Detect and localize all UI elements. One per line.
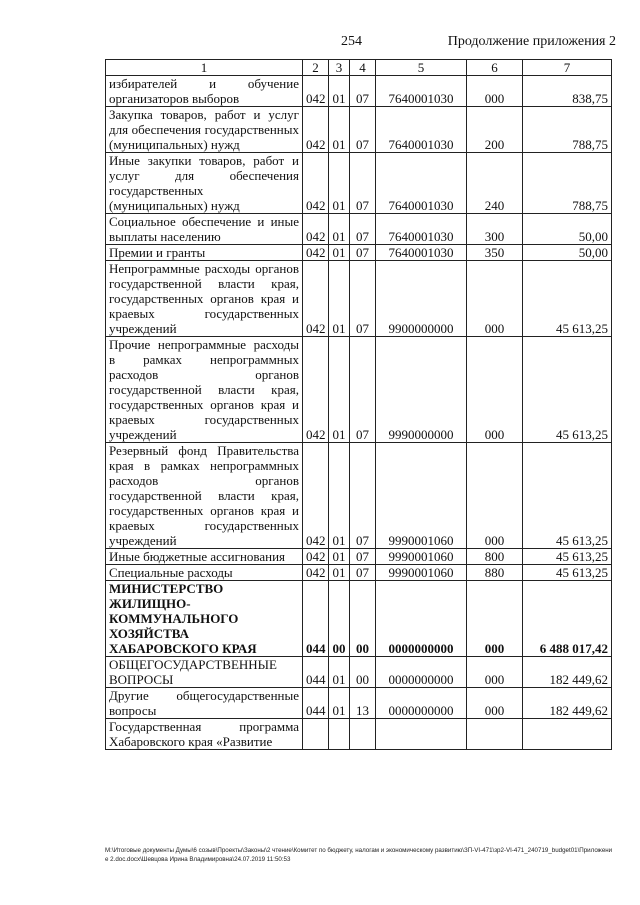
expense-type-cell: 000 [467, 337, 523, 443]
expense-type-cell: 000 [467, 688, 523, 719]
subsection-cell: 13 [350, 688, 376, 719]
expense-type-cell [467, 719, 523, 750]
target-article-cell: 9990001060 [376, 443, 467, 549]
subsection-cell: 07 [350, 245, 376, 261]
table-row [106, 565, 612, 581]
row-name-cell: ОБЩЕГОСУДАРСТВЕННЫЕ ВОПРОСЫ [106, 657, 303, 688]
row-name-cell: Государственная программа Хабаровского края «Развитие [106, 719, 303, 750]
admin-code-cell: 042 [303, 565, 329, 581]
admin-code-cell: 044 [303, 581, 329, 657]
subsection-cell: 07 [350, 107, 376, 153]
amount-cell: 45 613,25 [523, 337, 612, 443]
subsection-cell: 07 [350, 261, 376, 337]
admin-code-cell: 042 [303, 245, 329, 261]
column-header: 2 [303, 60, 329, 76]
row-name-cell: Резервный фонд Правительства края в рамках непрограммных расходов органов государственной власти края, государственных органов края и краевых государственных учреждений [106, 443, 303, 549]
row-name-cell: Иные закупки товаров, работ и услуг для обеспечения государственных (муниципальных) нужд [106, 153, 303, 214]
admin-code-cell: 042 [303, 261, 329, 337]
subsection-cell: 07 [350, 337, 376, 443]
subsection-cell: 07 [350, 153, 376, 214]
column-header: 4 [350, 60, 376, 76]
target-article-cell [376, 719, 467, 750]
admin-code-cell: 042 [303, 214, 329, 245]
row-name-cell: Специальные расходы [106, 565, 303, 581]
section-cell: 01 [329, 153, 350, 214]
amount-cell: 182 449,62 [523, 657, 612, 688]
amount-cell: 45 613,25 [523, 443, 612, 549]
expense-type-cell: 000 [467, 443, 523, 549]
row-name-cell: Прочие непрограммные расходы в рамках непрограммных расходов органов государственной власти края, государственных органов края и краевых государственных учреждений [106, 337, 303, 443]
column-header: 5 [376, 60, 467, 76]
budget-table [105, 59, 612, 750]
column-header: 1 [106, 60, 303, 76]
admin-code-cell: 042 [303, 153, 329, 214]
row-name-cell: Закупка товаров, работ и услуг для обеспечения государственных (муниципальных) нужд [106, 107, 303, 153]
section-cell: 01 [329, 76, 350, 107]
admin-code-cell: 042 [303, 549, 329, 565]
section-cell: 01 [329, 245, 350, 261]
amount-cell: 50,00 [523, 245, 612, 261]
expense-type-cell: 000 [467, 76, 523, 107]
amount-cell: 788,75 [523, 107, 612, 153]
row-name-cell: Другие общегосударственные вопросы [106, 688, 303, 719]
target-article-cell: 0000000000 [376, 581, 467, 657]
admin-code-cell: 042 [303, 337, 329, 443]
document-path-footer: M:\Итоговые документы Думы\6 созыв\Проекты\Законы\2 чтение\Комитет по бюджету, налогам и экономическому развитию\ЗП-VI-471\зр2-VI-471_240719_budget01\Приложение 2.doc.docx\Шевцова Ирина Владимировна\24.07.2019 11:50:53 [105, 847, 613, 863]
header-row [106, 60, 612, 76]
subsection-cell: 07 [350, 214, 376, 245]
table-row [106, 337, 612, 443]
target-article-cell: 9990001060 [376, 565, 467, 581]
amount-cell: 45 613,25 [523, 565, 612, 581]
row-name-cell: Иные бюджетные ассигнования [106, 549, 303, 565]
admin-code-cell: 042 [303, 107, 329, 153]
section-cell [329, 719, 350, 750]
table-row [106, 657, 612, 688]
section-cell: 01 [329, 214, 350, 245]
target-article-cell: 9900000000 [376, 261, 467, 337]
section-cell: 01 [329, 549, 350, 565]
admin-code-cell: 042 [303, 443, 329, 549]
admin-code-cell: 042 [303, 76, 329, 107]
table-row [106, 443, 612, 549]
row-name-cell: избирателей и обучение организаторов выборов [106, 76, 303, 107]
row-name-cell: Социальное обеспечение и иные выплаты населению [106, 214, 303, 245]
amount-cell: 45 613,25 [523, 549, 612, 565]
amount-cell: 45 613,25 [523, 261, 612, 337]
admin-code-cell: 044 [303, 657, 329, 688]
expense-type-cell: 880 [467, 565, 523, 581]
target-article-cell: 7640001030 [376, 153, 467, 214]
expense-type-cell: 350 [467, 245, 523, 261]
row-name-cell: Премии и гранты [106, 245, 303, 261]
subsection-cell: 07 [350, 565, 376, 581]
table-row [106, 719, 612, 750]
section-cell: 01 [329, 565, 350, 581]
subsection-cell: 07 [350, 76, 376, 107]
target-article-cell: 0000000000 [376, 688, 467, 719]
amount-cell: 788,75 [523, 153, 612, 214]
amount-cell: 50,00 [523, 214, 612, 245]
subsection-cell: 07 [350, 443, 376, 549]
expense-type-cell: 300 [467, 214, 523, 245]
expense-type-cell: 000 [467, 657, 523, 688]
table-row [106, 688, 612, 719]
amount-cell: 182 449,62 [523, 688, 612, 719]
amount-cell: 6 488 017,42 [523, 581, 612, 657]
section-cell: 01 [329, 443, 350, 549]
table-row [106, 76, 612, 107]
section-cell: 01 [329, 107, 350, 153]
target-article-cell: 7640001030 [376, 245, 467, 261]
amount-cell [523, 719, 612, 750]
table-row [106, 245, 612, 261]
section-cell: 01 [329, 657, 350, 688]
table-row [106, 261, 612, 337]
section-cell: 01 [329, 337, 350, 443]
section-cell: 01 [329, 261, 350, 337]
target-article-cell: 9990000000 [376, 337, 467, 443]
table-row [106, 153, 612, 214]
continuation-caption: Продолжение приложения 2 [447, 34, 616, 49]
expense-type-cell: 000 [467, 581, 523, 657]
page-number: 254 [341, 34, 362, 49]
table-row [106, 214, 612, 245]
target-article-cell: 7640001030 [376, 214, 467, 245]
section-cell: 00 [329, 581, 350, 657]
admin-code-cell: 044 [303, 688, 329, 719]
column-header: 3 [329, 60, 350, 76]
expense-type-cell: 000 [467, 261, 523, 337]
column-header: 6 [467, 60, 523, 76]
expense-type-cell: 240 [467, 153, 523, 214]
table-row [106, 581, 612, 657]
expense-type-cell: 200 [467, 107, 523, 153]
target-article-cell: 7640001030 [376, 107, 467, 153]
row-name-cell: Непрограммные расходы органов государственной власти края, государственных органов края и краевых государственных учреждений [106, 261, 303, 337]
section-cell: 01 [329, 688, 350, 719]
subsection-cell: 00 [350, 657, 376, 688]
column-header: 7 [523, 60, 612, 76]
expense-type-cell: 800 [467, 549, 523, 565]
row-name-cell: МИНИСТЕРСТВО ЖИЛИЩНО-КОММУНАЛЬНОГО ХОЗЯЙСТВА ХАБАРОВСКОГО КРАЯ [106, 581, 303, 657]
target-article-cell: 9990001060 [376, 549, 467, 565]
target-article-cell: 0000000000 [376, 657, 467, 688]
subsection-cell: 00 [350, 581, 376, 657]
target-article-cell: 7640001030 [376, 76, 467, 107]
subsection-cell [350, 719, 376, 750]
subsection-cell: 07 [350, 549, 376, 565]
admin-code-cell [303, 719, 329, 750]
table-row [106, 107, 612, 153]
table-row [106, 549, 612, 565]
amount-cell: 838,75 [523, 76, 612, 107]
